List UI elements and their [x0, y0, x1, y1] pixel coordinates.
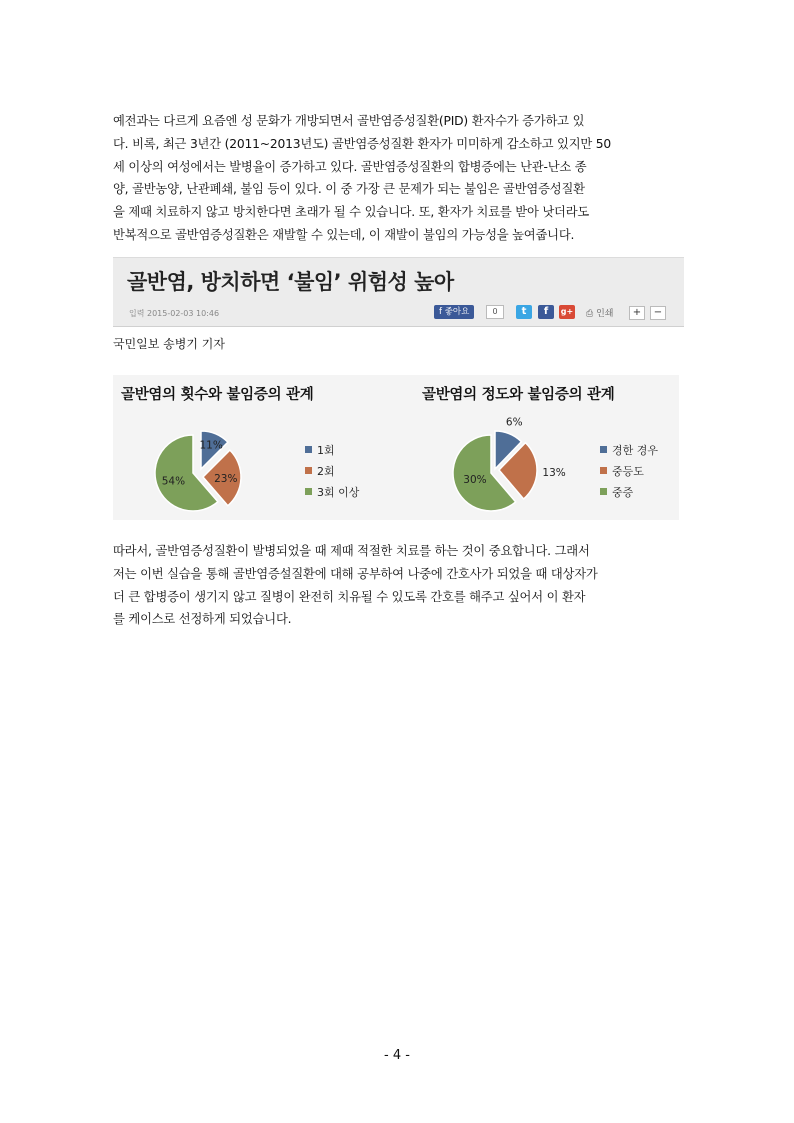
text-line: 저는 이번 실습을 통해 골반염증설질환에 대해 공부하여 나중에 간호사가 되었을 때 대상자가 [113, 566, 598, 581]
text-line: 더 큰 합병증이 생기지 않고 질병이 완전히 치유될 수 있도록 간호를 해주고 싶어서 이 환자 [113, 589, 586, 604]
text-line: 다. 비록, 최근 3년간 (2011~2013년도) 골반염증성질환 환자가 미미하게 감소하고 있지만 50 [113, 136, 612, 151]
facebook-share-icon[interactable]: f [538, 305, 554, 319]
chart1-legend-item: 2회 [305, 463, 335, 479]
text-line: 를 케이스로 선정하게 되었습니다. [113, 612, 292, 627]
text-line: 을 제때 치료하지 않고 방치한다면 초래가 될 수 있습니다. 또, 환자가 치료를 받아 낫더라도 [113, 205, 590, 220]
text-line: 양, 골반농양, 난관폐쇄, 불임 등이 있다. 이 중 가장 큰 문제가 되는 불임은 골반염증성질환 [113, 182, 585, 197]
text-line: 예전과는 다르게 요즘엔 성 문화가 개방되면서 골반염증성질환(PID) 환자수가 증가하고 있 [113, 114, 585, 128]
text-line: 따라서, 골반염증성질환이 발병되었을 때 제때 적절한 치료를 하는 것이 중요합니다. 그래서 [113, 544, 590, 558]
twitter-share-icon[interactable]: t [516, 305, 532, 319]
chart2-title: 골반염의 정도와 불임증의 관계 [422, 387, 615, 403]
news-banner [113, 257, 684, 327]
intro-paragraph [113, 110, 681, 247]
pie-slice-label: 54% [161, 475, 186, 488]
chart2-legend-item: 중등도 [600, 463, 644, 479]
like-label: 좋아요 [444, 307, 470, 317]
pie-slice-label: 30% [463, 473, 487, 486]
byline: 국민일보 송병기 기자 [113, 337, 225, 351]
charts-panel [113, 375, 679, 520]
like-count: 0 [486, 305, 504, 319]
legend-swatch [600, 446, 607, 453]
print-button[interactable] [586, 306, 613, 319]
chart1-title: 골반염의 횟수와 불임증의 관계 [121, 387, 314, 403]
legend-swatch [305, 467, 312, 474]
chart1-legend-item: 1회 [305, 442, 335, 458]
printer-icon: ⎙ [586, 309, 594, 319]
legend-swatch [305, 446, 312, 453]
chart2-legend-item: 경한 경우 [600, 442, 658, 458]
google-plus-share-icon[interactable]: g+ [559, 305, 575, 319]
news-date: 입력 2015-02-03 10:46 [129, 309, 220, 318]
legend-swatch [600, 488, 607, 495]
font-size-decrease-button[interactable]: − [650, 306, 666, 320]
pie-slice-label: 11% [199, 439, 223, 452]
news-headline: 골반염, 방치하면 ‘불임’ 위험성 높아 [127, 270, 454, 294]
pie-slice-label: 6% [505, 416, 523, 429]
legend-swatch [305, 488, 312, 495]
facebook-like-button[interactable] [434, 305, 474, 319]
legend-swatch [600, 467, 607, 474]
chart1-legend-item: 3회 이상 [305, 484, 359, 500]
facebook-icon: f [439, 307, 445, 317]
pie-slice-label: 23% [214, 472, 238, 485]
font-size-increase-button[interactable]: + [629, 306, 645, 320]
text-line: 세 이상의 여성에서는 발병율이 증가하고 있다. 골반염증성질환의 합병증에는 난관-난소 종 [113, 159, 587, 174]
chart2-legend-item: 중증 [600, 484, 633, 500]
print-label: 인쇄 [596, 309, 614, 319]
conclusion-paragraph [113, 540, 681, 631]
pie-slice-label: 13% [542, 466, 566, 479]
text-line: 반복적으로 골반염증성질환은 재발할 수 있는데, 이 재발이 불임의 가능성을 높여줍니다. [113, 227, 575, 242]
pie-charts [113, 375, 679, 520]
page-number: - 4 - [384, 1048, 410, 1063]
